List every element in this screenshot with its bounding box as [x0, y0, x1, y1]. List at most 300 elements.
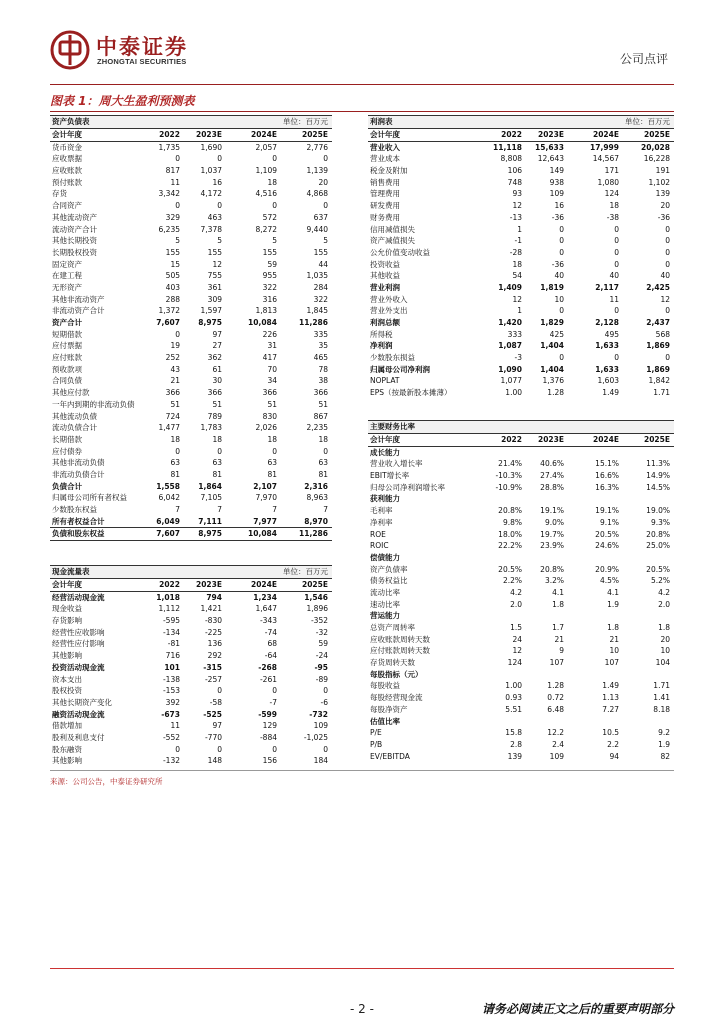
cell-value: 10.5: [602, 728, 619, 738]
table-row: [50, 212, 332, 224]
cell-value: 9: [559, 646, 564, 656]
cell-value: 755: [207, 271, 222, 281]
cell-value: 2.2: [607, 739, 619, 749]
table-row: [50, 457, 332, 469]
table-row: [368, 317, 674, 329]
cell-value: -95: [314, 662, 328, 672]
table-row: [368, 529, 674, 541]
row-label: 非流动负债合计: [52, 469, 105, 479]
table-row: [368, 259, 674, 271]
table-row: [50, 411, 332, 423]
cell-value: -525: [203, 709, 222, 719]
row-label: 其他长期投资: [52, 236, 97, 246]
table-row: [50, 235, 332, 247]
table-row: [50, 527, 332, 541]
table-row: [50, 375, 332, 387]
cell-value: 8,970: [304, 516, 328, 526]
cell-value: -36: [551, 212, 564, 222]
cell-value: 2023E: [196, 580, 222, 589]
table-row: [50, 492, 332, 504]
cell-value: 0: [323, 201, 328, 211]
cell-value: 63: [318, 458, 328, 468]
cell-value: 81: [267, 469, 277, 479]
cell-value: 97: [212, 721, 222, 731]
cell-value: 403: [165, 282, 180, 292]
cell-value: 30: [212, 376, 222, 386]
cell-value: 25.0%: [646, 541, 670, 551]
row-label: 其他影响: [52, 756, 82, 766]
cell-value: 465: [313, 353, 328, 363]
cell-value: 1,845: [306, 306, 328, 316]
table-row: [368, 153, 674, 165]
cell-value: 1.00: [505, 681, 522, 691]
cell-value: 10: [660, 646, 670, 656]
cell-value: 51: [267, 399, 277, 409]
cell-value: 5: [175, 236, 180, 246]
cell-value: 0: [614, 236, 619, 246]
cell-value: 5: [323, 236, 328, 246]
cell-value: 19.0%: [646, 506, 670, 516]
table-row: [368, 235, 674, 247]
cell-value: 156: [262, 756, 277, 766]
cell-value: -257: [204, 674, 222, 684]
cell-value: 18: [267, 434, 277, 444]
table-row: [368, 282, 674, 294]
cell-value: -132: [162, 756, 180, 766]
cell-value: 12: [512, 201, 522, 211]
cell-value: 12: [212, 259, 222, 269]
table-row: [368, 599, 674, 611]
table-row: [50, 744, 332, 756]
table-row: [50, 627, 332, 639]
cell-value: 748: [507, 177, 522, 187]
cell-value: 2,128: [595, 318, 619, 327]
cell-value: 9.2: [658, 728, 670, 738]
cell-value: -673: [161, 709, 180, 719]
cell-value: 1,376: [542, 376, 564, 386]
cell-value: 61: [212, 364, 222, 374]
cell-value: 155: [165, 247, 180, 257]
table-row: [368, 669, 674, 681]
cell-value: 2,437: [646, 318, 670, 327]
row-label: 研发费用: [370, 201, 400, 211]
table-row: [50, 188, 332, 200]
cell-value: 2023E: [538, 435, 564, 444]
cell-value: 0: [614, 353, 619, 363]
cell-value: 1,102: [648, 177, 670, 187]
cell-value: 724: [165, 411, 180, 421]
cell-value: 0: [175, 201, 180, 211]
cell-value: 11,118: [493, 142, 522, 152]
table-row: [368, 375, 674, 387]
cell-value: 8,808: [500, 154, 522, 164]
cell-value: 1,546: [304, 592, 328, 602]
cell-value: 2,026: [255, 423, 277, 433]
balance-sheet-table: [50, 115, 332, 541]
cell-value: -134: [162, 627, 180, 637]
cell-value: 495: [604, 329, 619, 339]
cell-value: 2024E: [251, 580, 277, 589]
row-label: 应付账款: [52, 353, 82, 363]
cell-value: 505: [165, 271, 180, 281]
row-label: 存货: [52, 189, 67, 199]
row-label: EV/EBITDA: [370, 751, 410, 761]
cell-value: 11.3%: [646, 459, 670, 469]
cell-value: 27: [212, 341, 222, 351]
table-header: [368, 420, 674, 434]
cell-value: 1,372: [158, 306, 180, 316]
cell-value: 97: [212, 329, 222, 339]
cell-value: 0: [217, 446, 222, 456]
table-row: [50, 720, 332, 732]
cell-value: 20.5%: [498, 564, 522, 574]
cell-value: 10,084: [248, 529, 277, 539]
cell-value: 0: [665, 236, 670, 246]
table-row: [368, 340, 674, 352]
cell-value: 40.6%: [540, 459, 564, 469]
cell-value: 20.9%: [595, 564, 619, 574]
cell-value: 463: [207, 212, 222, 222]
table-row: [368, 739, 674, 751]
row-label: 经营性应收影响: [52, 627, 105, 637]
cell-value: 1.28: [547, 388, 564, 398]
cell-value: 2,057: [255, 142, 277, 152]
table-row: [50, 592, 332, 604]
row-label: 少数股东损益: [370, 353, 415, 363]
cell-value: 0: [665, 247, 670, 257]
cell-value: 1,018: [156, 592, 180, 602]
cell-value: -10.9%: [495, 482, 522, 492]
cell-value: 155: [207, 247, 222, 257]
cell-value: -595: [162, 616, 180, 626]
cell-value: 51: [212, 399, 222, 409]
cell-value: 2,107: [253, 481, 277, 491]
cell-value: 2,425: [646, 282, 670, 292]
row-label: 股利及利息支付: [52, 732, 105, 742]
row-label: 资产减值损失: [370, 236, 415, 246]
cell-value: 1.5: [510, 623, 522, 632]
cell-value: 226: [262, 329, 277, 339]
cell-value: 17,999: [590, 142, 619, 152]
table-row: [50, 165, 332, 177]
cell-value: 0: [217, 744, 222, 754]
cell-value: 1.8: [658, 623, 670, 632]
cell-value: 70: [267, 364, 277, 374]
table-header: [368, 115, 674, 129]
cash-flow-table: [50, 565, 332, 767]
row-label: 信用减值损失: [370, 224, 415, 234]
cell-value: 4,172: [200, 189, 222, 199]
cell-value: 716: [165, 651, 180, 661]
row-label: 成长能力: [370, 447, 400, 457]
cell-value: 817: [165, 166, 180, 176]
cell-value: 2,235: [306, 423, 328, 433]
cell-value: 7: [323, 505, 328, 514]
cell-value: 0: [272, 201, 277, 211]
table-row: [368, 129, 674, 142]
row-label: ROE: [370, 529, 386, 539]
table-row: [50, 294, 332, 306]
cell-value: -58: [209, 697, 222, 707]
cell-value: 20,028: [641, 142, 670, 152]
row-label: 每股净资产: [370, 704, 408, 714]
row-label: 所得税: [370, 329, 393, 339]
table-row: [50, 270, 332, 282]
cell-value: 59: [318, 639, 328, 649]
cell-value: 7: [175, 505, 180, 514]
cell-value: -552: [162, 732, 180, 742]
cell-value: 27.4%: [540, 471, 564, 481]
cell-value: 1,139: [306, 166, 328, 176]
cell-value: 9.8%: [502, 517, 522, 527]
cell-value: 34: [267, 376, 277, 386]
table-row: [368, 540, 674, 552]
cell-value: 1.71: [653, 388, 670, 398]
cell-value: 22.2%: [498, 541, 522, 551]
table-unit: 单位：百万元: [283, 117, 328, 126]
row-label: 获利能力: [370, 494, 400, 504]
cell-value: 12: [660, 294, 670, 304]
row-label: 预收款项: [52, 364, 82, 374]
cell-value: 1.8: [552, 599, 564, 609]
cell-value: 362: [207, 353, 222, 363]
cell-value: 0: [614, 224, 619, 234]
table-row: [368, 587, 674, 599]
cell-value: 361: [207, 282, 222, 292]
row-label: 股东融资: [52, 744, 82, 754]
cell-value: 0: [272, 446, 277, 456]
cell-value: 0: [614, 259, 619, 269]
cell-value: 1.71: [653, 681, 670, 691]
table-title: 现金流量表: [52, 567, 90, 576]
cell-value: 20: [660, 201, 670, 211]
table-row: [50, 200, 332, 212]
cell-value: 20.8%: [540, 564, 564, 574]
table-row: [50, 247, 332, 259]
row-label: 其他非流动负债: [52, 458, 105, 468]
cell-value: 4.5%: [599, 576, 619, 586]
source-note: 来源：公司公告，中泰证券研究所: [50, 777, 163, 786]
table-row: [368, 657, 674, 669]
row-label: 应付票据: [52, 341, 82, 351]
row-label: 归母公司净利润增长率: [370, 482, 445, 492]
cell-value: 11,286: [299, 318, 328, 327]
table-row: [50, 481, 332, 493]
cell-value: 0: [323, 446, 328, 456]
cell-value: 8.18: [653, 704, 670, 714]
row-label: 长期股权投资: [52, 247, 97, 257]
table-row: [50, 755, 332, 767]
row-label: 其他流动资产: [52, 212, 97, 222]
row-label: 会计年度: [370, 130, 400, 139]
cell-value: -7: [269, 697, 277, 707]
cell-value: 24.6%: [595, 541, 619, 551]
table-row: [368, 447, 674, 459]
row-label: 负债和股东权益: [52, 529, 105, 539]
cell-value: 44: [318, 259, 328, 269]
cell-value: -36: [551, 259, 564, 269]
cell-value: -81: [167, 639, 180, 649]
row-label: 归属母公司净利润: [370, 364, 430, 374]
table-row: [368, 247, 674, 259]
table-row: [368, 458, 674, 470]
cell-value: 1,690: [200, 142, 222, 152]
cell-value: -24: [315, 651, 328, 661]
cell-value: 0: [614, 306, 619, 316]
cell-value: 21.4%: [498, 459, 522, 469]
cell-value: 1,090: [498, 364, 522, 374]
table-row: [50, 153, 332, 165]
cell-value: 104: [655, 658, 670, 668]
cell-value: 1,087: [498, 341, 522, 351]
table-row: [50, 674, 332, 686]
cell-value: 31: [267, 341, 277, 351]
table-row: [368, 329, 674, 341]
cell-value: 11: [609, 294, 619, 304]
cell-value: 184: [313, 756, 328, 766]
cell-value: -13: [509, 212, 522, 222]
cell-value: 18.0%: [498, 529, 522, 539]
cell-value: 7.27: [602, 704, 619, 714]
table-row: [50, 364, 332, 376]
cell-value: 0: [272, 154, 277, 164]
cell-value: -225: [204, 627, 222, 637]
cell-value: 12,643: [537, 154, 564, 164]
logo-text-en: ZHONGTAI SECURITIES: [97, 57, 187, 66]
cell-value: 1,112: [158, 604, 180, 614]
cell-value: 16.3%: [595, 482, 619, 492]
table-row: [368, 224, 674, 236]
row-label: 营业成本: [370, 154, 400, 164]
table-row: [50, 662, 332, 674]
table-row: [368, 188, 674, 200]
cell-value: 9.3%: [650, 517, 670, 527]
cell-value: 3,342: [158, 189, 180, 199]
cell-value: 14,567: [592, 154, 619, 164]
cell-value: 11: [170, 721, 180, 731]
table-row: [50, 732, 332, 744]
table-row: [368, 610, 674, 622]
cell-value: 1: [517, 224, 522, 234]
cell-value: -352: [310, 616, 328, 626]
cell-value: 1,633: [595, 364, 619, 374]
table-row: [50, 638, 332, 650]
row-label: 其他影响: [52, 651, 82, 661]
cell-value: 38: [318, 376, 328, 386]
cell-value: 1,813: [255, 306, 277, 316]
row-label: 营业外支出: [370, 306, 408, 316]
cell-value: 867: [313, 411, 328, 421]
cell-value: 171: [604, 166, 619, 176]
cell-value: 1,404: [540, 364, 564, 374]
row-label: EPS（按最新股本摊薄）: [370, 388, 452, 398]
row-label: 归属母公司所有者权益: [52, 493, 127, 503]
cell-value: 0: [217, 686, 222, 696]
row-label: 其他长期资产变化: [52, 697, 112, 707]
cell-value: 2,776: [306, 142, 328, 152]
cell-value: 15.8: [505, 728, 522, 738]
cell-value: 43: [170, 364, 180, 374]
table-row: [50, 422, 332, 434]
cell-value: 2025E: [644, 435, 670, 444]
cell-value: 124: [507, 658, 522, 668]
cell-value: 1,896: [306, 604, 328, 614]
cell-value: 8,963: [306, 493, 328, 503]
row-label: ROIC: [370, 541, 389, 551]
page-header: [0, 0, 724, 80]
cell-value: 82: [660, 751, 670, 761]
company-logo: [50, 30, 220, 70]
cell-value: 3.2%: [544, 576, 564, 586]
cell-value: 329: [165, 212, 180, 222]
cell-value: 11,286: [299, 529, 328, 539]
cell-value: 794: [206, 592, 222, 602]
row-label: NOPLAT: [370, 376, 400, 386]
cell-value: -315: [203, 662, 222, 672]
cell-value: 20: [660, 634, 670, 644]
cell-value: 1.8: [607, 623, 619, 632]
cell-value: 54: [512, 271, 522, 281]
row-label: 应收账款周转天数: [370, 634, 430, 644]
table-unit: 单位：百万元: [283, 567, 328, 576]
cell-value: 1,647: [255, 604, 277, 614]
cell-value: -10.3%: [495, 471, 522, 481]
cell-value: 129: [262, 721, 277, 731]
cell-value: 955: [262, 271, 277, 281]
cell-value: 0: [272, 686, 277, 696]
cell-value: 322: [262, 282, 277, 292]
cell-value: -884: [259, 732, 277, 742]
cell-value: 568: [655, 329, 670, 339]
cell-value: 68: [267, 639, 277, 649]
cell-value: 78: [318, 364, 328, 374]
cell-value: 19.1%: [595, 506, 619, 516]
cell-value: 20.5%: [646, 564, 670, 574]
cell-value: 7,378: [200, 224, 222, 234]
cell-value: 8,975: [198, 318, 222, 327]
cell-value: 366: [165, 388, 180, 398]
header-divider: [50, 84, 674, 85]
cell-value: 15.1%: [595, 459, 619, 469]
table-row: [368, 622, 674, 634]
cell-value: 1,783: [200, 423, 222, 433]
table-row: [50, 387, 332, 399]
table-row: [368, 482, 674, 494]
table-row: [368, 505, 674, 517]
title-divider: [50, 111, 674, 112]
table-title: 利润表: [370, 117, 393, 126]
row-label: 每股指标（元）: [370, 669, 423, 679]
row-label: 资产负债率: [370, 564, 408, 574]
table-row: [368, 716, 674, 728]
cell-value: 0: [217, 154, 222, 164]
row-label: 合同资产: [52, 201, 82, 211]
row-label: 营运能力: [370, 611, 400, 621]
cell-value: 1,869: [646, 341, 670, 351]
cell-value: 1,420: [498, 318, 522, 327]
cell-value: 18: [318, 434, 328, 444]
table-row: [368, 294, 674, 306]
cell-value: 2023E: [538, 130, 564, 139]
table-row: [50, 709, 332, 721]
source-divider: [50, 770, 674, 771]
table-row: [50, 504, 332, 516]
cell-value: 333: [507, 329, 522, 339]
cell-value: 12.2: [547, 728, 564, 738]
disclaimer-text: 请务必阅读正文之后的重要声明部分: [481, 1002, 674, 1016]
cell-value: 2.2%: [502, 576, 522, 586]
cell-value: 1.7: [552, 623, 564, 632]
